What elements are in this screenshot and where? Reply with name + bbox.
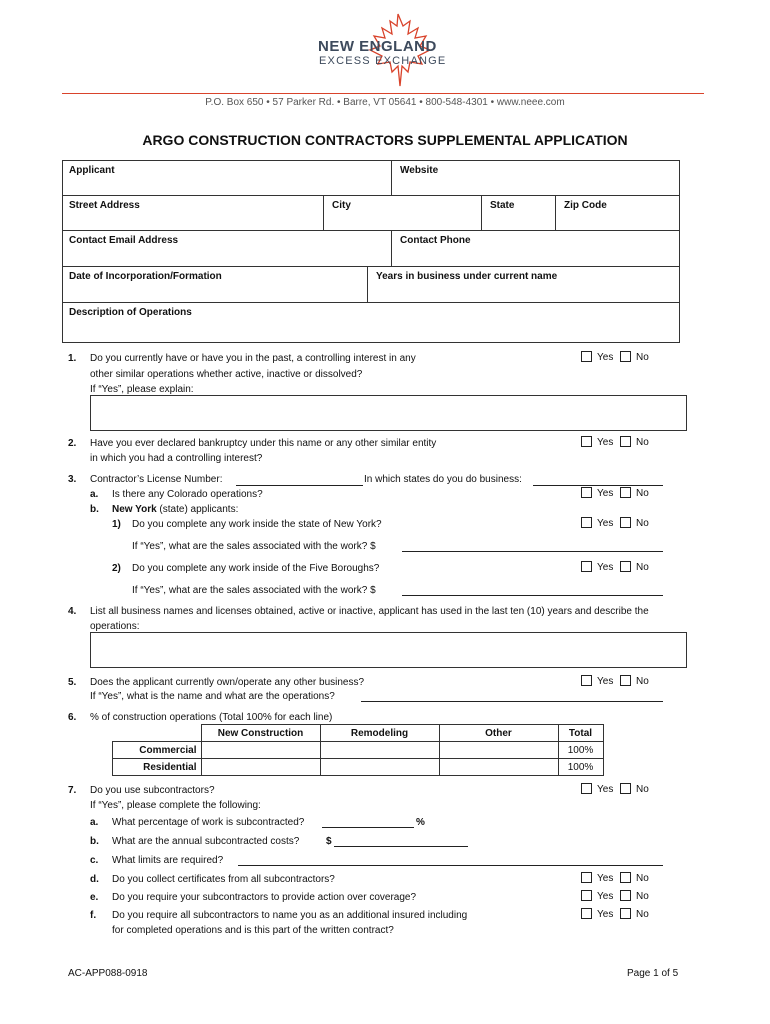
q1-yes-label: Yes: [597, 352, 614, 363]
header-address: P.O. Box 650 • 57 Parker Rd. • Barre, VT 05641 • 800-548-4301 • www.neee.com: [205, 97, 565, 108]
q7f-letter: f.: [90, 910, 97, 921]
q7c-limits-input[interactable]: [238, 865, 663, 866]
q5-line2: If “Yes”, what is the name and what are the operations?: [90, 691, 335, 702]
q7b-prefix: $: [326, 836, 332, 847]
q3b-rest: (state) applicants:: [156, 504, 239, 515]
q3b2-no-checkbox[interactable]: [620, 561, 631, 572]
q1-no-checkbox[interactable]: [620, 351, 631, 362]
q2-line1: Have you ever declared bankruptcy under this name or any other similar entity: [90, 438, 437, 449]
q6-text: % of construction operations (Total 100% for each line): [90, 712, 333, 723]
q1-no-label: No: [636, 352, 649, 363]
q6-header-remodel: Remodeling: [320, 725, 439, 742]
q3a-yes-checkbox[interactable]: [581, 487, 592, 498]
q7d-no-label: No: [636, 873, 649, 884]
website-label: Website: [400, 165, 439, 176]
q7a-letter: a.: [90, 817, 99, 828]
q6-header-other: Other: [439, 725, 558, 742]
q7-line2: If “Yes”, please complete the following:: [90, 800, 261, 811]
phone-field[interactable]: [391, 230, 680, 267]
q7e-no-label: No: [636, 891, 649, 902]
q2-line2: in which you had a controlling interest?: [90, 453, 263, 464]
q6-number: 6.: [68, 712, 77, 723]
q1-number: 1.: [68, 353, 77, 364]
q1-line3: If “Yes”, please explain:: [90, 384, 194, 395]
incorporation-label: Date of Incorporation/Formation: [69, 271, 222, 282]
q2-yes-label: Yes: [597, 437, 614, 448]
q3-states-input[interactable]: [533, 485, 663, 486]
q7-no-label: No: [636, 784, 649, 795]
q7f-yes-label: Yes: [597, 909, 614, 920]
q7-line1: Do you use subcontractors?: [90, 785, 215, 796]
q3b1-sales-input[interactable]: [402, 551, 663, 552]
years-field[interactable]: [367, 266, 680, 303]
q6-header-total: Total: [558, 725, 603, 742]
q7b-cost-input[interactable]: [334, 846, 468, 847]
q3-states-label: In which states do you do business:: [364, 474, 522, 485]
q2-no-checkbox[interactable]: [620, 436, 631, 447]
q7f-yes-checkbox[interactable]: [581, 908, 592, 919]
q3b1-sales-label: If “Yes”, what are the sales associated with the work? $: [132, 541, 376, 552]
q7f-line2: for completed operations and is this part of the written contract?: [112, 925, 394, 936]
q6-row-label: Commercial: [113, 742, 202, 759]
years-label: Years in business under current name: [376, 271, 558, 282]
q7a-suffix: %: [416, 817, 425, 828]
q6-residential-other-input[interactable]: [439, 759, 558, 776]
q7f-line1: Do you require all subcontractors to name you as an additional insured including: [112, 910, 468, 921]
header-rule: [62, 93, 704, 94]
q6-commercial-other-input[interactable]: [439, 742, 558, 759]
zip-field[interactable]: [555, 195, 680, 231]
q3b2-yes-label: Yes: [597, 562, 614, 573]
q3b1-no-checkbox[interactable]: [620, 517, 631, 528]
q7d-yes-label: Yes: [597, 873, 614, 884]
q2-number: 2.: [68, 438, 77, 449]
q7c-letter: c.: [90, 855, 99, 866]
q7-number: 7.: [68, 785, 77, 796]
q6-commercial-new-input[interactable]: [201, 742, 320, 759]
street-label: Street Address: [69, 200, 140, 211]
q3a-no-label: No: [636, 488, 649, 499]
q3b-letter: b.: [90, 504, 99, 515]
form-code: AC-APP088-0918: [68, 968, 148, 979]
q7d-yes-checkbox[interactable]: [581, 872, 592, 883]
q4-line2: operations:: [90, 621, 140, 632]
q1-yes-checkbox[interactable]: [581, 351, 592, 362]
logo-line1: NEW ENGLAND: [318, 38, 437, 55]
q6-residential-new-input[interactable]: [201, 759, 320, 776]
q7-yes-label: Yes: [597, 784, 614, 795]
q1-line2: other similar operations whether active, inactive or dissolved?: [90, 369, 363, 380]
q2-no-label: No: [636, 437, 649, 448]
description-label: Description of Operations: [69, 307, 192, 318]
q5-no-checkbox[interactable]: [620, 675, 631, 686]
page-number: Page 1 of 5: [627, 968, 679, 979]
q3b2-text: Do you complete any work inside of the Five Boroughs?: [132, 563, 380, 574]
q4-line1: List all business names and licenses obtained, active or inactive, applicant has used in the last ten (10) years and describe the: [90, 606, 649, 617]
q3b1-no-label: No: [636, 518, 649, 529]
q3b-text: [112, 503, 238, 516]
q6-residential-total: 100%: [558, 759, 603, 776]
logo-line2: EXCESS EXCHANGE: [319, 55, 447, 67]
q3-number: 3.: [68, 474, 77, 485]
city-label: City: [332, 200, 351, 211]
email-field[interactable]: [62, 230, 392, 267]
q7a-text: What percentage of work is subcontracted?: [112, 817, 305, 828]
q7c-text: What limits are required?: [112, 855, 224, 866]
q7e-yes-checkbox[interactable]: [581, 890, 592, 901]
q6-row-commercial: [113, 742, 604, 759]
q7b-text: What are the annual subcontracted costs?: [112, 836, 300, 847]
q7e-yes-label: Yes: [597, 891, 614, 902]
q7f-no-checkbox[interactable]: [620, 908, 631, 919]
q3a-no-checkbox[interactable]: [620, 487, 631, 498]
q3a-letter: a.: [90, 489, 99, 500]
street-field[interactable]: [62, 195, 324, 231]
q7a-percent-input[interactable]: [322, 827, 414, 828]
q4-number: 4.: [68, 606, 77, 617]
q4-answer-box[interactable]: [90, 632, 687, 668]
q3b-bold: New York: [112, 504, 157, 515]
q6-corner-cell: [113, 725, 202, 742]
q7-yes-checkbox[interactable]: [581, 783, 592, 794]
q3b1-text: Do you complete any work inside the state of New York?: [132, 519, 382, 530]
q3b1-yes-label: Yes: [597, 518, 614, 529]
q3b2-sales-input[interactable]: [402, 595, 663, 596]
city-field[interactable]: [323, 195, 482, 231]
q6-row-label: Residential: [113, 759, 202, 776]
q6-commercial-total: 100%: [558, 742, 603, 759]
q5-answer-input[interactable]: [361, 701, 663, 702]
q3-license-label: Contractor’s License Number:: [90, 474, 223, 485]
q3b2-number: 2): [112, 563, 121, 574]
q5-no-label: No: [636, 676, 649, 687]
q3a-yes-label: Yes: [597, 488, 614, 499]
q6-header-new: New Construction: [201, 725, 320, 742]
q3b2-yes-checkbox[interactable]: [581, 561, 592, 572]
q5-yes-checkbox[interactable]: [581, 675, 592, 686]
q7d-letter: d.: [90, 874, 99, 885]
q6-row-residential: [113, 759, 604, 776]
q3b1-number: 1): [112, 519, 121, 530]
zip-label: Zip Code: [564, 200, 607, 211]
q3a-text: Is there any Colorado operations?: [112, 489, 263, 500]
q7e-no-checkbox[interactable]: [620, 890, 631, 901]
email-label: Contact Email Address: [69, 235, 179, 246]
q6-percent-table: [112, 724, 604, 776]
q7d-text: Do you collect certificates from all subcontractors?: [112, 874, 335, 885]
q7e-text: Do you require your subcontractors to provide action over coverage?: [112, 892, 417, 903]
q7b-letter: b.: [90, 836, 99, 847]
state-label: State: [490, 200, 515, 211]
q6-commercial-remodel-input[interactable]: [320, 742, 439, 759]
q7e-letter: e.: [90, 892, 99, 903]
q6-residential-remodel-input[interactable]: [320, 759, 439, 776]
q3-license-input[interactable]: [236, 485, 363, 486]
q1-line1: Do you currently have or have you in the past, a controlling interest in any: [90, 353, 416, 364]
q5-yes-label: Yes: [597, 676, 614, 687]
page-title: ARGO CONSTRUCTION CONTRACTORS SUPPLEMENTAL APPLICATION: [142, 132, 628, 148]
applicant-label: Applicant: [69, 165, 115, 176]
q7d-no-checkbox[interactable]: [620, 872, 631, 883]
q6-header-row: [113, 725, 604, 742]
q7-no-checkbox[interactable]: [620, 783, 631, 794]
q5-line1: Does the applicant currently own/operate any other business?: [90, 677, 365, 688]
incorporation-field[interactable]: [62, 266, 368, 303]
phone-label: Contact Phone: [400, 235, 471, 246]
website-field[interactable]: [391, 160, 680, 196]
q3b2-no-label: No: [636, 562, 649, 573]
q7f-no-label: No: [636, 909, 649, 920]
q5-number: 5.: [68, 677, 77, 688]
q3b2-sales-label: If “Yes”, what are the sales associated with the work? $: [132, 585, 376, 596]
q3b1-yes-checkbox[interactable]: [581, 517, 592, 528]
applicant-field[interactable]: [62, 160, 392, 196]
description-field[interactable]: [62, 302, 680, 343]
q2-yes-checkbox[interactable]: [581, 436, 592, 447]
q1-explain-box[interactable]: [90, 395, 687, 431]
state-field[interactable]: [481, 195, 556, 231]
